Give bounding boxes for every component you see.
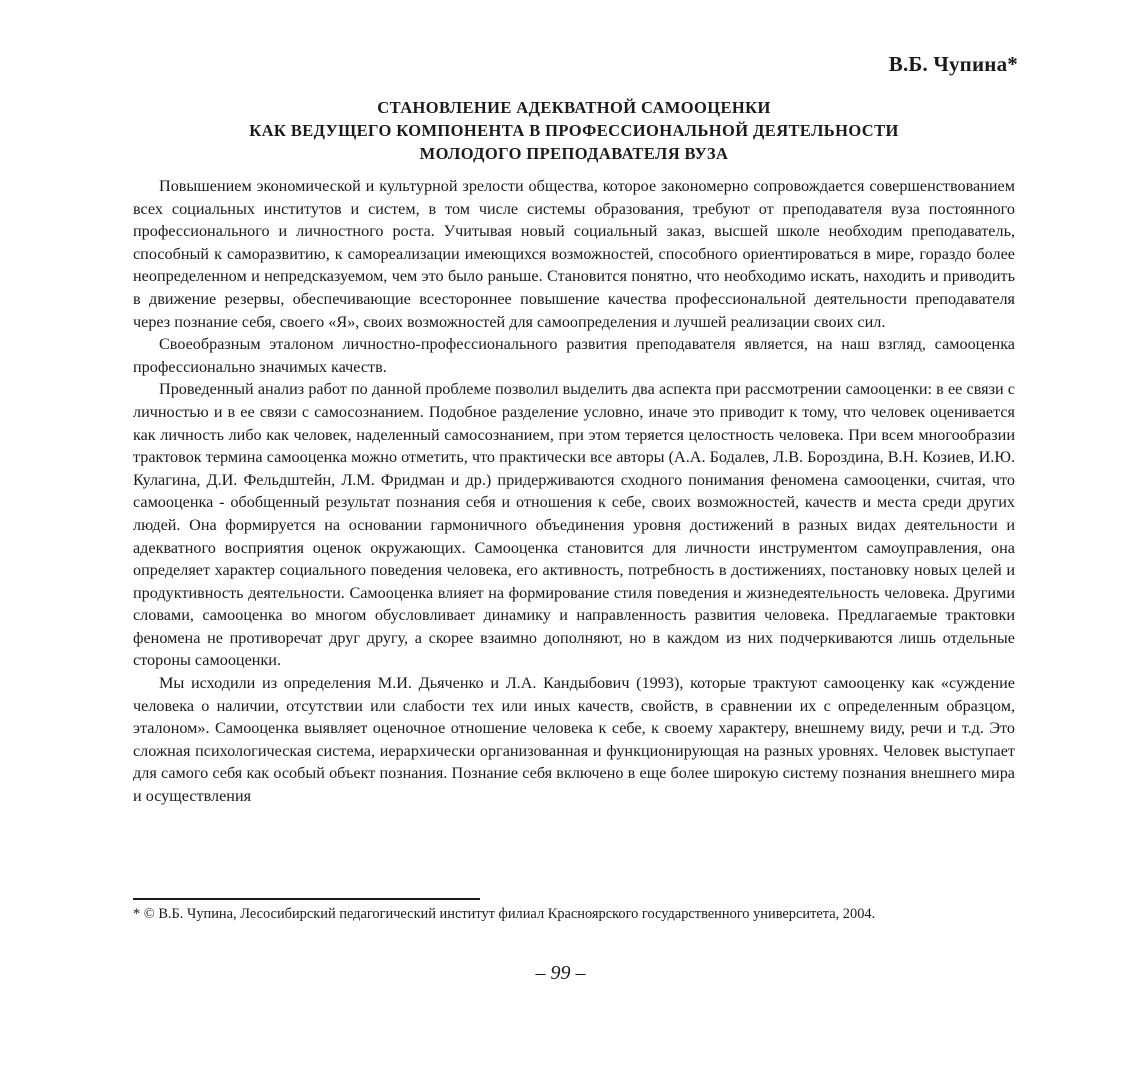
paragraph-2: Своеобразным эталоном личностно-профессионального развития преподавателя является, на наш взгляд, самооценка профессионально значимых качеств. [133,335,1015,376]
author-name: В.Б. Чупина* [888,52,1018,76]
paragraph-4: Мы исходили из определения М.И. Дьяченко и Л.А. Кандыбович (1993), которые трактуют самооценку как «суждение человека о наличии, отсутствии или слабости тех или иных качеств, свойств, в сравнении их с определенным образцом, эталоном». Самооценка выявляет оценочное отношение человека к себе, к своему характеру, внешнему виду, речи и т.д. Это сложная психологическая система, иерархически организованная и функционирующая на разных уровнях. Человек выступает для самого себя как особый объект познания. Познание себя включено в еще более широкую систему познания внешнего мира и осуществления [133,674,1015,806]
title-line-2: КАК ВЕДУЩЕГО КОМПОНЕНТА В ПРОФЕССИОНАЛЬНОЙ ДЕЯТЕЛЬНОСТИ [249,121,899,140]
footnote-divider [133,898,480,900]
title-line-1: СТАНОВЛЕНИЕ АДЕКВАТНОЙ САМООЦЕНКИ [377,98,771,117]
paragraph-1: Повышением экономической и культурной зрелости общества, которое закономерно сопровождается совершенствованием всех социальных институтов и систем, в том числе системы образования, требуют от преподавателя вуза постоянного профессионального и личностного роста. Учитывая новый социальный заказ, высшей школе необходим преподаватель, способный к саморазвитию, к самореализации имеющихся возможностей, способного ориентироваться в мире, гораздо более неопределенном и непредсказуемом, чем это было раньше. Становится понятно, что необходимо искать, находить и приводить в движение резервы, обеспечивающие всестороннее повышение качества профессиональной деятельности преподавателя через познание себя, своего «Я», своих возможностей для самоопределения и лучшей реализации своих сил. [133,177,1015,331]
footnote: * © В.Б. Чупина, Лесосибирский педагогический институт филиал Красноярского государственного университета, 2004. [133,906,876,922]
page-number: – 99 – [535,962,586,984]
title-line-3: МОЛОДОГО ПРЕПОДАВАТЕЛЯ ВУЗА [419,144,729,163]
article-body [133,175,1015,808]
article-title [133,96,1015,165]
paragraph-3: Проведенный анализ работ по данной проблеме позволил выделить два аспекта при рассмотрении самооценки: в ее связи с личностью и в ее связи с самосознанием. Подобное разделение условно, иначе это приводит к тому, что человек оценивается как личность либо как человек, наделенный самосознанием, при этом теряется целостность человека. При всем многообразии трактовок термина самооценка можно отметить, что практически все авторы (А.А. Бодалев, Л.В. Бороздина, В.Н. Козиев, И.Ю. Кулагина, Д.И. Фельдштейн, Л.М. Фридман и др.) придерживаются сходного понимания феномена самооценки, считая, что самооценка - обобщенный результат познания себя и отношения к себе, своих возможностей, качеств и места среди других людей. Она формируется на основании гармоничного объединения уровня достижений в разных видах деятельности и адекватного восприятия оценок окружающих. Самооценка становится для личности инструментом самоуправления, она определяет характер социального поведения человека, его активность, потребность в достижениях, постановку новых целей и продуктивность деятельности. Самооценка влияет на формирование стиля поведения и жизнедеятельность человека. Другими словами, самооценка во многом обусловливает динамику и направленность развития человека. Предлагаемые трактовки феномена не противоречат друг другу, а скорее взаимно дополняют, но в каждом из них подчеркиваются лишь отдельные стороны самооценки. [133,380,1015,670]
